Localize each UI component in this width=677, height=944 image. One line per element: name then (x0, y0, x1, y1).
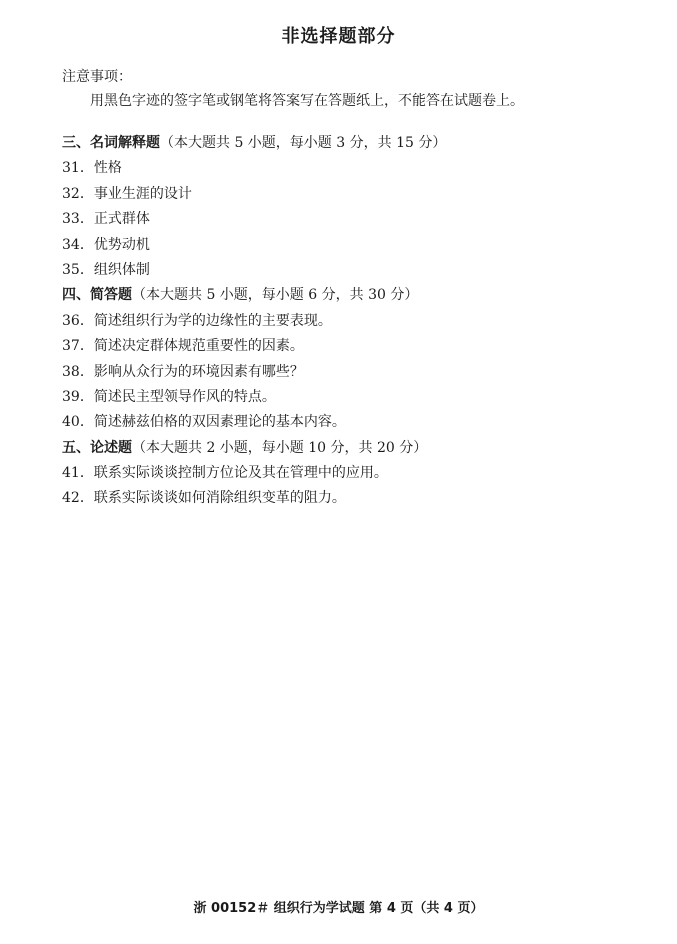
notice-heading: 注意事项： (62, 69, 132, 85)
question-text: 正式群体 (93, 211, 150, 228)
section-heading (62, 131, 662, 156)
section-note: （本大题共 5 小题，每小题 6 分，共 30 分） (132, 287, 419, 304)
section-heading (62, 436, 662, 461)
question-item (62, 360, 662, 385)
question-text: 影响从众行为的环境因素有哪些？ (93, 363, 304, 380)
question-text: 简述民主型领导作风的特点。 (93, 388, 276, 405)
section-title: 三、名词解释题 (62, 135, 160, 151)
question-number: 37． (62, 338, 94, 355)
question-text: 组织体制 (93, 261, 150, 278)
section-note: （本大题共 2 小题，每小题 10 分，共 20 分） (132, 439, 428, 456)
page-title: 非选择题部分 (281, 26, 396, 47)
question-text: 简述决定群体规范重要性的因素。 (93, 338, 304, 355)
questions-content (62, 131, 662, 512)
question-number: 39． (62, 388, 94, 405)
question-text: 简述组织行为学的边缘性的主要表现。 (93, 312, 332, 329)
question-item (62, 258, 662, 283)
notice-text: 用黑色字迹的签字笔或钢笔将答案写在答题纸上，不能答在试题卷上。 (90, 93, 524, 109)
section-heading (62, 283, 662, 308)
question-number: 34． (62, 236, 94, 253)
question-item (62, 385, 662, 410)
question-number: 35． (62, 261, 94, 278)
question-number: 40． (62, 414, 94, 431)
question-text: 联系实际谈谈控制方位论及其在管理中的应用。 (93, 465, 388, 482)
question-text: 简述赫兹伯格的双因素理论的基本内容。 (93, 414, 346, 431)
question-number: 32． (62, 185, 94, 202)
question-number: 38． (62, 363, 94, 380)
page-footer: 浙 00152＃ 组织行为学试题 第 4 页（共 4 页） (193, 901, 484, 916)
question-number: 31． (62, 160, 94, 177)
question-item (62, 309, 662, 334)
section-note: （本大题共 5 小题，每小题 3 分，共 15 分） (160, 135, 447, 151)
question-number: 42． (62, 490, 94, 507)
question-item (62, 182, 662, 207)
question-item (62, 156, 662, 181)
section-title: 四、简答题 (62, 287, 132, 304)
question-text: 事业生涯的设计 (93, 185, 192, 202)
question-text: 性格 (93, 160, 122, 177)
question-text: 优势动机 (93, 236, 150, 253)
question-text: 联系实际谈谈如何消除组织变革的阻力。 (93, 490, 346, 507)
section-title: 五、论述题 (62, 439, 132, 456)
question-item (62, 334, 662, 359)
question-item (62, 410, 662, 435)
question-item (62, 233, 662, 258)
question-item (62, 461, 662, 486)
question-number: 41． (62, 465, 94, 482)
question-item (62, 207, 662, 232)
question-item (62, 486, 662, 511)
question-number: 33． (62, 211, 94, 228)
question-number: 36． (62, 312, 94, 329)
